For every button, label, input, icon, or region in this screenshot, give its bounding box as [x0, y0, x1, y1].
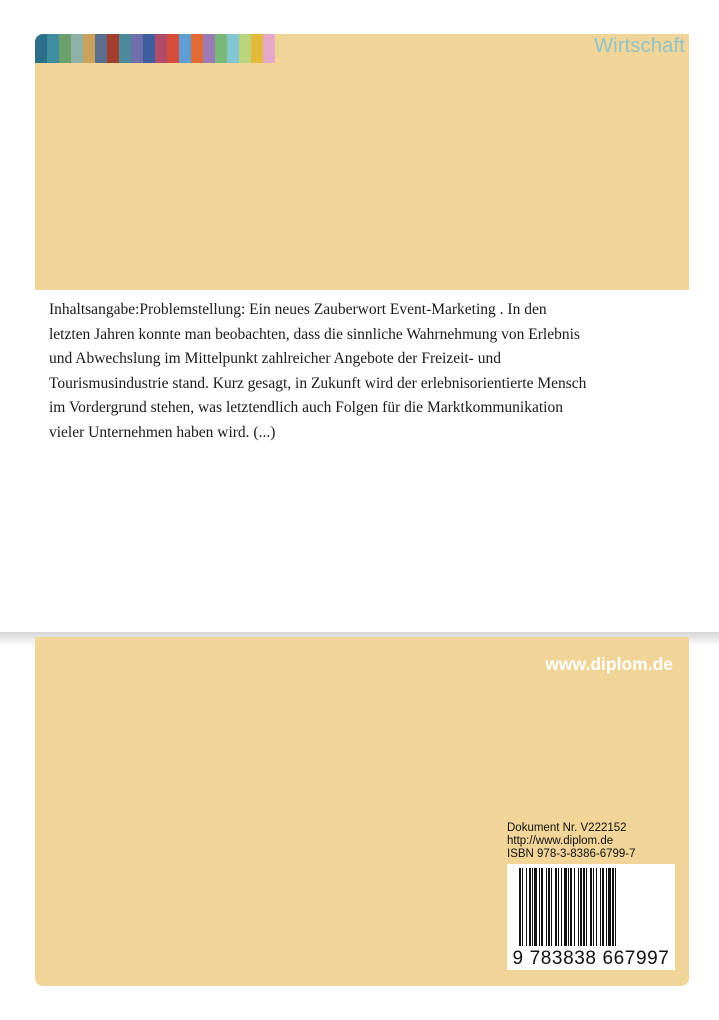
- color-stripe: [107, 34, 119, 63]
- barcode-bar: [519, 868, 521, 946]
- barcode-bar: [522, 868, 523, 946]
- color-stripe: [71, 34, 83, 63]
- color-stripe: [47, 34, 59, 63]
- barcode-bar: [580, 868, 582, 946]
- barcode-bar: [583, 868, 585, 946]
- cover-bottom-panel: [35, 637, 689, 986]
- barcode-bar: [590, 868, 592, 946]
- color-stripe: [155, 34, 167, 63]
- color-stripe: [251, 34, 263, 63]
- color-stripe: [131, 34, 143, 63]
- barcode-bar: [534, 868, 537, 946]
- document-number: Dokument Nr. V222152: [507, 822, 627, 834]
- barcode-bar: [596, 868, 597, 946]
- series-label: Wirtschaft: [594, 35, 685, 57]
- barcode-bar: [532, 868, 533, 946]
- color-stripe: [179, 34, 191, 63]
- color-stripes: [35, 34, 275, 63]
- barcode-bar: [564, 868, 567, 946]
- barcode-bar: [529, 868, 531, 946]
- barcode-bar: [602, 868, 604, 946]
- document-url[interactable]: http://www.diplom.de: [507, 835, 614, 847]
- barcode-bar: [570, 868, 572, 946]
- barcode-digits: 9 783838 667997: [507, 946, 675, 970]
- barcode-bar: [551, 868, 552, 946]
- color-stripe: [239, 34, 251, 63]
- barcode-bar: [600, 868, 601, 946]
- barcode-bar: [574, 868, 575, 946]
- cover-top-panel: [35, 34, 689, 290]
- barcode-bar: [541, 868, 543, 946]
- color-stripe: [215, 34, 227, 63]
- document-meta: [507, 822, 636, 861]
- blurb-text: [49, 298, 589, 446]
- color-stripe: [263, 34, 275, 63]
- color-stripe: [167, 34, 179, 63]
- color-stripe: [119, 34, 131, 63]
- barcode-bar: [526, 868, 527, 946]
- barcode-bar: [561, 868, 562, 946]
- barcode-bar: [593, 868, 594, 946]
- barcode-bar: [546, 868, 547, 946]
- color-stripe: [59, 34, 71, 63]
- color-stripe: [227, 34, 239, 63]
- barcode-bar: [612, 868, 614, 946]
- barcode-bar: [568, 868, 569, 946]
- barcode: [507, 864, 675, 970]
- barcode-bar: [586, 868, 587, 946]
- barcode-bar: [615, 868, 616, 946]
- color-stripe: [143, 34, 155, 63]
- isbn: ISBN 978-3-8386-6799-7: [507, 848, 636, 860]
- barcode-bar: [606, 868, 607, 946]
- color-stripe: [35, 34, 47, 63]
- barcode-bar: [555, 868, 557, 946]
- barcode-bar: [608, 868, 611, 946]
- publisher-website[interactable]: www.diplom.de: [545, 654, 673, 674]
- color-stripe: [95, 34, 107, 63]
- barcode-bar: [548, 868, 550, 946]
- color-stripe: [83, 34, 95, 63]
- barcode-bar: [558, 868, 559, 946]
- blurb-paragraph: Inhaltsangabe:Problemstellung: Ein neues Zauberwort Event-Marketing . In den letzten Jahren konnte man beobachten, dass die sinnliche Wahrnehmung von Erlebnis und Abwechslung im Mittelpunkt zahlreicher Angebote der Freizeit- und Tourismusindustrie stand. Kurz gesagt, in Zukunft wird der erlebnisorientierte Mensch im Vordergrund stehen, was letztendlich auch Folgen für die Marktkommunikation vieler Unternehmen haben wird. (...): [49, 301, 587, 441]
- barcode-bar: [578, 868, 579, 946]
- color-stripe: [191, 34, 203, 63]
- barcode-bar: [539, 868, 540, 946]
- color-stripe: [203, 34, 215, 63]
